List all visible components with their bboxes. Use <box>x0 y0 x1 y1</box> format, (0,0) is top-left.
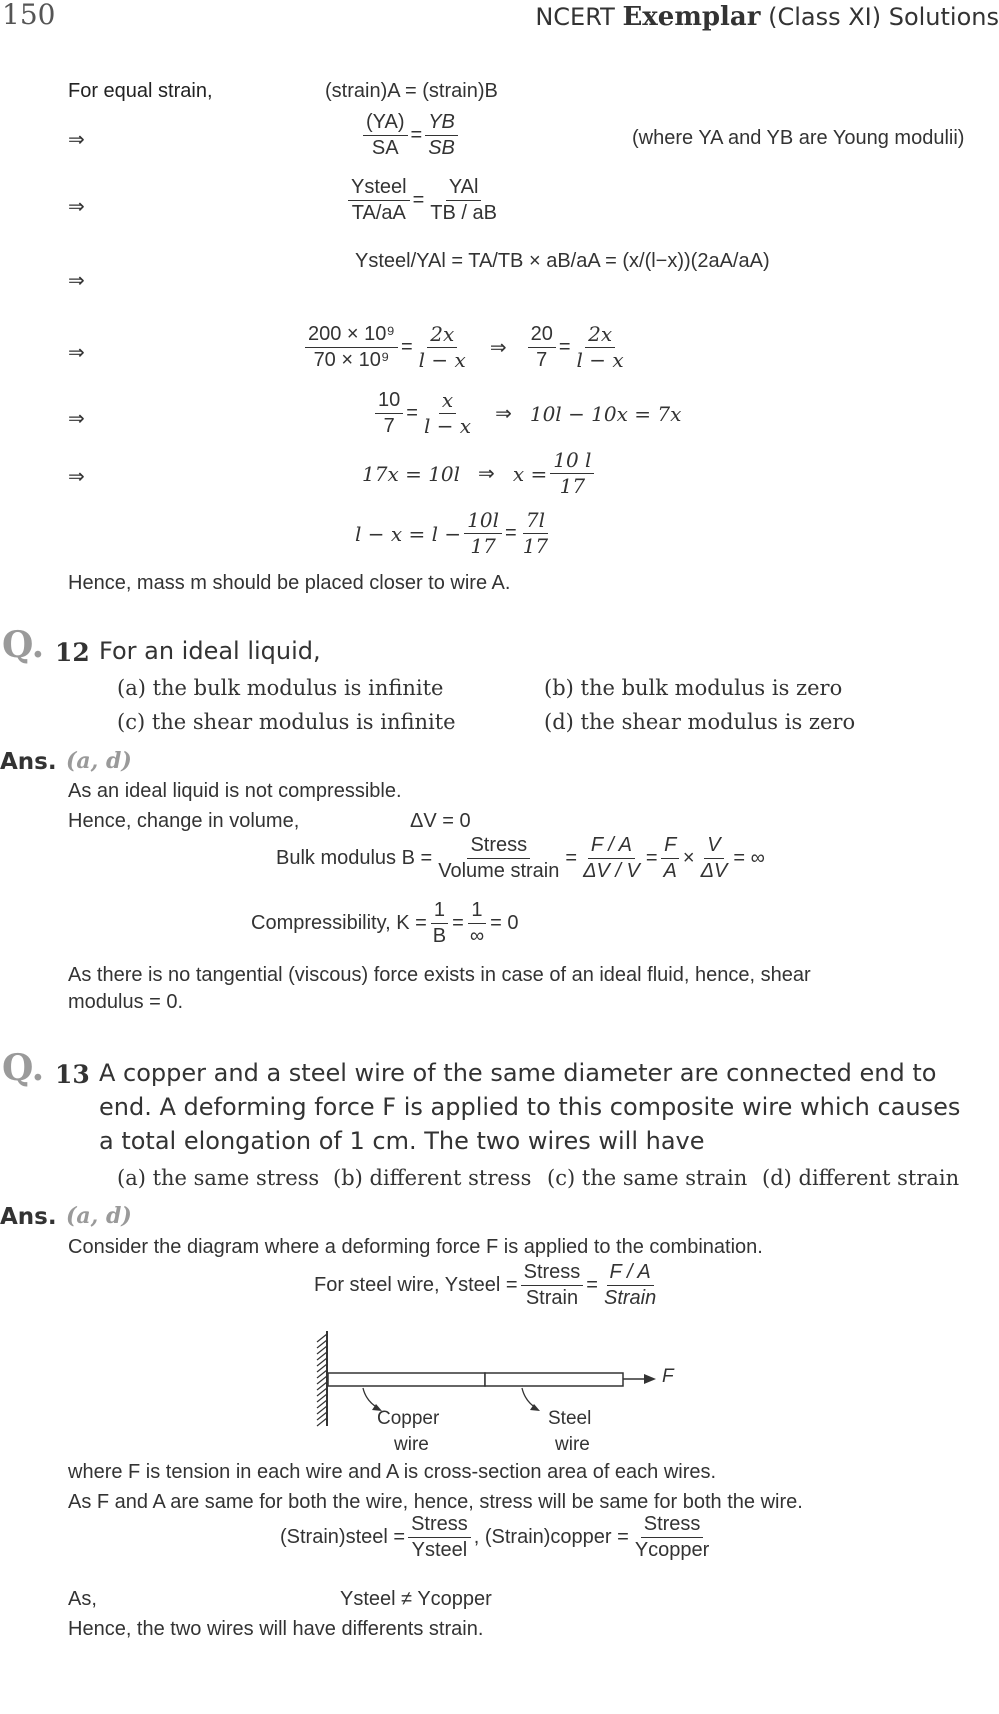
answer-label-13: Ans. <box>0 1204 57 1230</box>
equation-line-1: $\frac{(YA)}{SA}$ = $\frac{YB}{SB}$ <box>360 110 461 161</box>
force-arrowhead <box>644 1374 656 1384</box>
option-12d: (d) the shear modulus is zero <box>544 710 856 734</box>
steel-young-equation: For steel wire, Ysteel = $\frac{\text{Stress}}{\text{Strain}}$ = $\frac{F / A}{\text{Strain}}$ <box>314 1261 657 1309</box>
compressibility-equation: Compressibility, K = $\frac{1}{B}$ = $\frac{1}{\infty}$ = 0 <box>251 899 519 947</box>
q12-line4: modulus = 0. <box>68 991 184 1013</box>
option-13a: (a) the same stress <box>117 1166 320 1190</box>
q12-line3: As there is no tangential (viscous) force exists in case of an ideal fluid, hence, shear <box>68 964 811 986</box>
option-12b: (b) the bulk modulus is zero <box>544 676 843 700</box>
book-title-suffix: (Class XI) Solutions <box>768 3 999 31</box>
question-marker-q12: Q. <box>2 624 45 666</box>
equation-line-5: $\frac{10}{7}$ = $\frac{x}{l - x}$ ⇒ 10l − 10x = 7x <box>372 388 681 439</box>
implies-arrow: ⇒ <box>68 129 85 151</box>
fixed-wall <box>317 1331 327 1426</box>
question-text-13-line1: A copper and a steel wire of the same diameter are connected end to <box>99 1059 937 1087</box>
q13-line2: where F is tension in each wire and A is cross-section area of each wires. <box>68 1461 717 1483</box>
q12-line2-label: Hence, change in volume, <box>68 810 300 832</box>
bulk-modulus-equation: Bulk modulus B = $\frac{\text{Stress}}{\text{Volume strain}}$ = $\frac{F / A}{\Delta V / V}$ = $\frac{F}{A}$ × $\frac{V}{\Delta V}$ = ∞ <box>276 834 765 882</box>
q12-line2-expr: ΔV = 0 <box>410 810 471 832</box>
question-number-13: 13 <box>55 1060 90 1089</box>
equal-strain-label: For equal strain, <box>68 80 213 102</box>
implies-arrow: ⇒ <box>68 342 85 364</box>
option-13b: (b) different stress <box>333 1166 532 1190</box>
q13-conclusion: Hence, the two wires will have differents strain. <box>68 1618 484 1640</box>
composite-wire-diagram <box>308 1326 728 1466</box>
equation-line-6: 17x = 10l ⇒ x = $\frac{10 l}{17}$ <box>362 448 597 499</box>
book-title-prefix: NCERT <box>535 3 615 31</box>
equation-line-3: Ysteel/YAl = TA/TB × aB/aA = (x/(l−x))(2aA/aA) <box>355 250 770 272</box>
top-conclusion: Hence, mass m should be placed closer to wire A. <box>68 572 511 594</box>
steel-label-1: Steel <box>548 1408 592 1429</box>
copper-wire <box>328 1373 485 1386</box>
book-title-bold: Exemplar <box>622 2 761 32</box>
option-12a: (a) the bulk modulus is infinite <box>117 676 444 700</box>
q13-line3: As F and A are same for both the wire, hence, stress will be same for both the wire. <box>68 1491 803 1513</box>
option-13d: (d) different strain <box>762 1166 960 1190</box>
question-text-13-line2: end. A deforming force F is applied to this composite wire which causes <box>99 1093 961 1121</box>
copper-label-1: Copper <box>377 1408 440 1429</box>
equation-line-2: $\frac{\text{Ysteel}}{TA/aA}$ = $\frac{\text{YAl}}{TB / aB}$ <box>345 175 503 226</box>
question-text-12: For an ideal liquid, <box>99 637 321 665</box>
answer-key-13: (a, d) <box>66 1203 132 1229</box>
as-expression: Ysteel ≠ Ycopper <box>340 1588 492 1610</box>
question-text-13-line3: a total elongation of 1 cm. The two wires will have <box>99 1127 705 1155</box>
force-label: F <box>662 1366 674 1387</box>
question-number-12: 12 <box>55 638 90 667</box>
copper-label-2: wire <box>394 1434 429 1455</box>
page-number: 150 <box>2 0 56 31</box>
q12-line1: As an ideal liquid is not compressible. <box>68 780 402 802</box>
implies-arrow: ⇒ <box>68 466 85 488</box>
option-13c: (c) the same strain <box>547 1166 748 1190</box>
steel-label-2: wire <box>555 1434 590 1455</box>
as-label: As, <box>68 1588 97 1610</box>
implies-arrow: ⇒ <box>68 270 85 292</box>
answer-label-12: Ans. <box>0 749 57 775</box>
question-marker-q13: Q. <box>2 1047 45 1089</box>
implies-arrow: ⇒ <box>68 196 85 218</box>
book-title <box>535 2 999 32</box>
equal-strain-expr: (strain)A = (strain)B <box>325 80 498 102</box>
implies-arrow: ⇒ <box>68 408 85 430</box>
option-12c: (c) the shear modulus is infinite <box>117 710 456 734</box>
equation-line-7: l − x = l − $\frac{10l}{17}$ = $\frac{7l}{17}$ <box>355 508 549 558</box>
strain-equation: (Strain)steel = $\frac{\text{Stress}}{\text{Ysteel}}$ , (Strain)copper = $\frac{\text{Stress}}{\text{Ycopper}}$ <box>280 1513 710 1561</box>
equation-line-4: $\frac{\text{200 × 10⁹}}{\text{70 × 10⁹}}$ = $\frac{2x}{l - x}$ ⇒ $\frac{20}{7}$ = $\frac{2x}{l - x}$ <box>302 322 630 373</box>
steel-wire <box>485 1373 623 1386</box>
q13-line1: Consider the diagram where a deforming force F is applied to the combination. <box>68 1236 763 1258</box>
young-modulii-note: (where YA and YB are Young modulii) <box>632 127 965 149</box>
answer-key-12: (a, d) <box>66 748 132 774</box>
